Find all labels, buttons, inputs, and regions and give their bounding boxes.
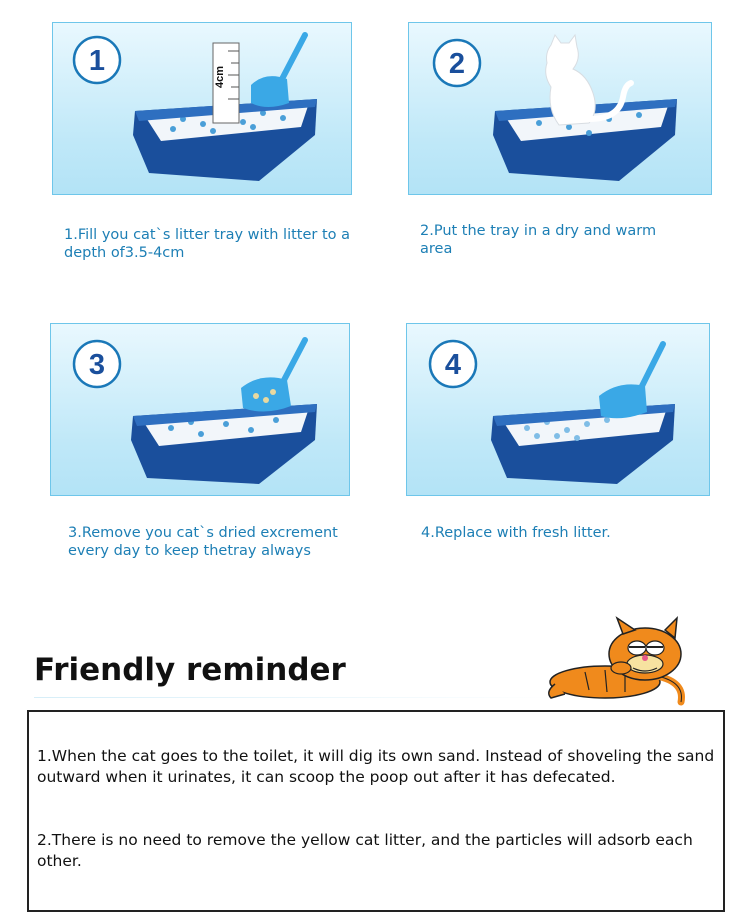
step-1-panel — [52, 22, 352, 195]
step-2-number: 2 — [448, 48, 466, 80]
step-3-illustration — [51, 324, 349, 495]
step-1-number: 1 — [88, 45, 106, 77]
step-4-illustration — [407, 324, 709, 495]
step-4-number: 4 — [444, 349, 462, 381]
step-2-illustration — [409, 23, 711, 194]
step-3-number: 3 — [88, 349, 106, 381]
step-3-caption: 3.Remove you cat`s dried excrement every day to keep thetray always — [68, 525, 338, 559]
step-4-caption: 4.Replace with fresh litter. — [421, 525, 611, 541]
reminder-box — [27, 710, 725, 912]
reminder-title: Friendly reminder — [34, 652, 346, 688]
scoop-icon — [241, 340, 305, 412]
scoop-icon — [251, 35, 305, 107]
ruler-icon — [213, 43, 239, 123]
step-2-panel — [408, 22, 712, 195]
step-2-caption: 2.Put the tray in a dry and warm area — [420, 223, 657, 257]
step-1-illustration — [53, 23, 351, 194]
cartoon-cat-icon — [545, 612, 705, 707]
step-4-panel — [406, 323, 710, 496]
reminder-item-1: 1.When the cat goes to the toilet, it will dig its own sand. Instead of shoveling the sand outward when it urinates, it can scoop the poop out after it has defecated. — [37, 747, 715, 786]
step-3-panel — [50, 323, 350, 496]
title-divider — [34, 697, 554, 698]
ruler-label: 4cm — [214, 65, 226, 88]
cat-silhouette-icon — [546, 35, 631, 125]
reminder-item-2: 2.There is no need to remove the yellow cat litter, and the particles will adsorb each other. — [37, 831, 693, 870]
step-1-caption: 1.Fill you cat`s litter tray with litter to a depth of3.5-4cm — [64, 227, 351, 261]
